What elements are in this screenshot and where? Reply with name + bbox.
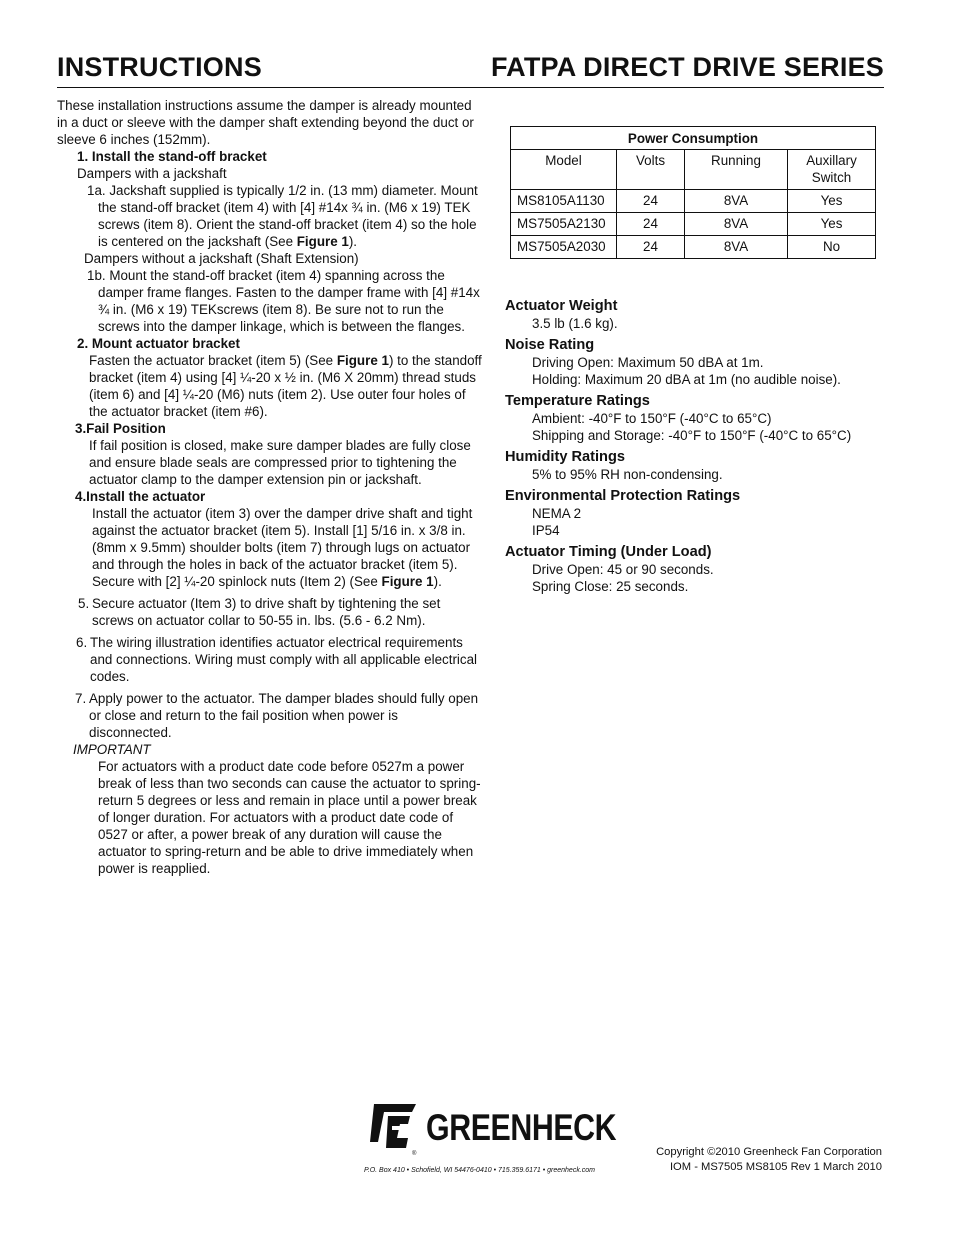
spec-value: Driving Open: Maximum 50 dBA at 1m. bbox=[532, 355, 764, 370]
column-header-running: Running bbox=[685, 150, 788, 190]
table-cell: MS7505A2130 bbox=[511, 213, 617, 236]
copyright-block bbox=[656, 1145, 882, 1175]
spec-heading: Environmental Protection Ratings bbox=[505, 488, 741, 504]
series-title: FATPA DIRECT DRIVE SERIES bbox=[490, 52, 884, 82]
spec-value: 3.5 lb (1.6 kg). bbox=[532, 316, 618, 331]
table-cell: Yes bbox=[788, 213, 876, 236]
column-header-volts: Volts bbox=[617, 150, 685, 190]
spec-actuator-timing bbox=[505, 543, 885, 595]
step-2-text: Fasten the actuator bracket (item 5) (See Figure 1) to the standoff bracket (item 4) using [4] ¼-20 x ½ in. (M6 X 20mm) thread studs (item 6) and [4] ¼-20 (M6) nuts (item 2). Use outer four holes of the actuator bracket (item #6). bbox=[89, 353, 482, 419]
spec-heading: Actuator Weight bbox=[505, 298, 618, 314]
important-label: IMPORTANT bbox=[73, 742, 151, 757]
step-5-text: Secure actuator (Item 3) to drive shaft by tightening the set screws on actuator collar to 50-55 in. lbs. (5.6 - 6.2 Nm). bbox=[92, 596, 441, 628]
table-cell: 24 bbox=[617, 236, 685, 259]
spec-value: Drive Open: 45 or 90 seconds. bbox=[532, 562, 714, 577]
table-row bbox=[511, 213, 876, 236]
step-7-number: 7. bbox=[75, 691, 87, 706]
step-1-subtitle-b: Dampers without a jackshaft (Shaft Extension) bbox=[84, 251, 359, 266]
column-header-model: Model bbox=[511, 150, 617, 190]
step-2-title: 2. Mount actuator bracket bbox=[77, 336, 240, 351]
table-cell: 8VA bbox=[685, 213, 788, 236]
table-cell: 24 bbox=[617, 213, 685, 236]
document-id: IOM - MS7505 MS8105 Rev 1 March 2010 bbox=[669, 1161, 882, 1173]
spec-noise-rating bbox=[505, 336, 885, 388]
spec-value: Holding: Maximum 20 dBA at 1m (no audible noise). bbox=[532, 372, 841, 387]
step-1a-text: 1a. Jackshaft supplied is typically 1/2 in. (13 mm) diameter. Mount the stand-off bracket (item 4) with [4] #14x ¾ in. (M6 x 19) TEK screws (item 8). Orient the stand-off bracket (item 4) so the hole is centered on the jackshaft (See Figure 1). bbox=[87, 183, 478, 249]
spec-heading: Actuator Timing (Under Load) bbox=[505, 544, 712, 560]
step-1b-text: 1b. Mount the stand-off bracket (item 4) spanning across the damper frame flanges. Fasten to the damper frame with [4] #14x ¾ in. (M6 x 19) TEKscrews (item 8). Be sure not to run the screws into the damper linkage, which is between the flanges. bbox=[87, 268, 480, 334]
step-6 bbox=[57, 634, 482, 685]
spec-value: Ambient: -40°F to 150°F (-40°C to 65°C) bbox=[532, 411, 772, 426]
spec-value: Spring Close: 25 seconds. bbox=[532, 579, 689, 594]
page-header bbox=[57, 50, 884, 88]
spec-actuator-weight bbox=[505, 297, 885, 332]
table-cell: Yes bbox=[788, 190, 876, 213]
spec-temperature-ratings bbox=[505, 392, 885, 444]
step-3-text: If fail position is closed, make sure damper blades are fully close and ensure blade seals are compressed prior to tightening the actuator clamp to the damper extension pin or jackshaft. bbox=[89, 438, 471, 487]
spec-value: NEMA 2 bbox=[532, 506, 582, 521]
spec-value: 5% to 95% RH non-condensing. bbox=[532, 467, 723, 482]
spec-environmental-protection bbox=[505, 487, 885, 539]
greenheck-logo bbox=[364, 1102, 624, 1182]
spec-humidity-ratings bbox=[505, 448, 885, 483]
step-1-title: 1. Install the stand-off bracket bbox=[77, 149, 267, 164]
spec-heading: Humidity Ratings bbox=[505, 449, 625, 465]
intro-paragraph: These installation instructions assume the damper is already mounted in a duct or sleeve with the damper shaft extending beyond the duct or sleeve 6 inches (152mm). bbox=[57, 98, 474, 147]
brand-name: GREENHECK bbox=[426, 1107, 617, 1148]
table-cell: MS7505A2030 bbox=[511, 236, 617, 259]
table-row bbox=[511, 236, 876, 259]
instructions-column bbox=[57, 97, 482, 877]
step-5-number: 5. bbox=[78, 596, 90, 611]
page-title: INSTRUCTIONS bbox=[57, 52, 262, 82]
spec-heading: Temperature Ratings bbox=[505, 393, 650, 409]
table-cell: 8VA bbox=[685, 236, 788, 259]
step-5 bbox=[57, 595, 482, 629]
spec-heading: Noise Rating bbox=[505, 337, 595, 353]
step-7 bbox=[57, 690, 482, 741]
registered-mark: ® bbox=[412, 1151, 417, 1157]
column-header-auxillary-switch: Auxillary Switch bbox=[788, 150, 876, 190]
step-7-text: Apply power to the actuator. The damper blades should fully open or close and return to the fail position when power is disconnected. bbox=[89, 691, 479, 740]
step-3-title: 3.Fail Position bbox=[75, 421, 166, 436]
step-6-number: 6. bbox=[76, 635, 88, 650]
step-4-text: Install the actuator (item 3) over the damper drive shaft and tight against the actuator bracket (item 5). Install [1] 5/16 in. x 3/8 in. (8mm x 9.5mm) shoulder bolts (item 7) through lugs on actuator and through the holes in back of the actuator bracket (item 5). Secure with [2] ¼-20 spinlock nuts (Item 2) (See Figure 1). bbox=[92, 506, 473, 589]
important-text: For actuators with a product date code before 0527m a power break of less than two seconds can cause the actuator to spring-return 5 degrees or less and remain in place until a power break of longer duration. For actuators with a product date code of 0527 or after, a power break of any duration will cause the actuator to spring-return and be able to drive immediately when power is reapplied. bbox=[98, 759, 481, 876]
table-cell: No bbox=[788, 236, 876, 259]
table-cell: 8VA bbox=[685, 190, 788, 213]
table-cell: 24 bbox=[617, 190, 685, 213]
table-row bbox=[511, 190, 876, 213]
step-6-text: The wiring illustration identifies actuator electrical requirements and connections. Wiring must comply with all applicable electrical codes. bbox=[90, 635, 478, 684]
specifications-list bbox=[505, 297, 885, 599]
company-address: P.O. Box 410 • Schofield, WI 54476-0410 • 715.359.6171 • greenheck.com bbox=[364, 1167, 595, 1174]
power-consumption-table bbox=[510, 126, 876, 259]
step-4-title: 4.Install the actuator bbox=[75, 489, 206, 504]
table-caption: Power Consumption bbox=[511, 127, 876, 150]
spec-value: Shipping and Storage: -40°F to 150°F (-40°C to 65°C) bbox=[532, 428, 852, 443]
greenheck-mark-icon bbox=[366, 1102, 422, 1152]
table-cell: MS8105A1130 bbox=[511, 190, 617, 213]
copyright-text: Copyright ©2010 Greenheck Fan Corporation bbox=[656, 1146, 882, 1158]
spec-value: IP54 bbox=[532, 523, 560, 538]
step-1-subtitle-a: Dampers with a jackshaft bbox=[77, 166, 227, 181]
